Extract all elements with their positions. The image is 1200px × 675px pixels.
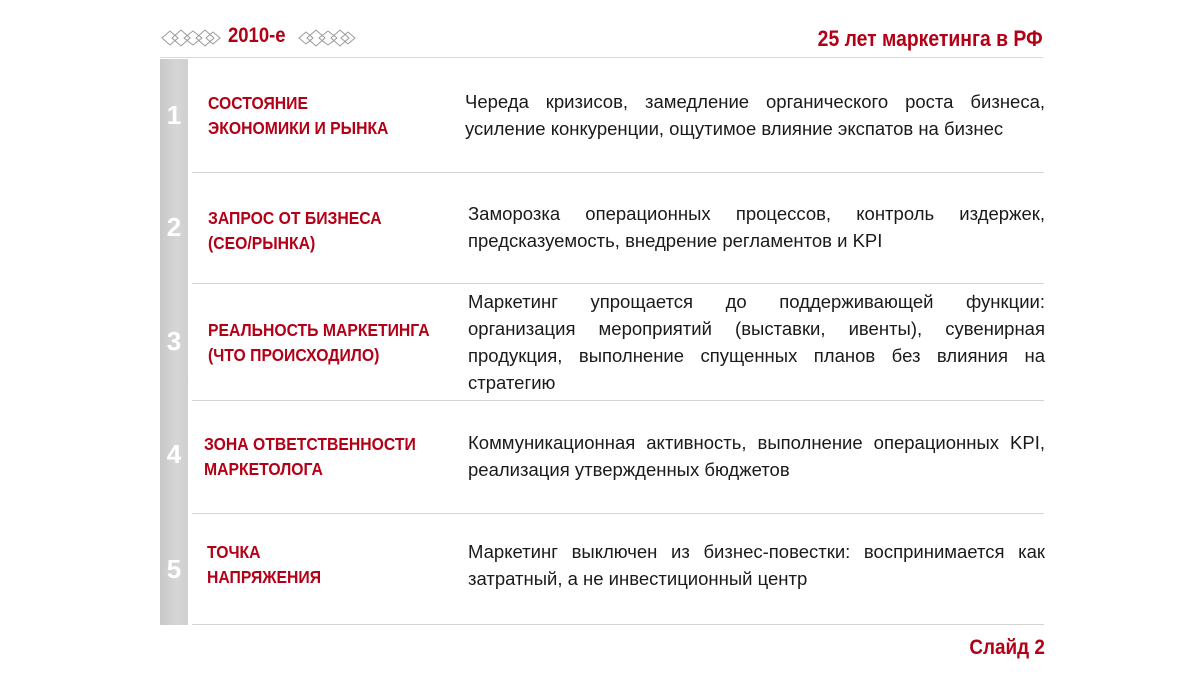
row-label [208,91,388,141]
row-label-line: МАРКЕТОЛОГА [204,459,323,479]
row-description: Заморозка операционных процессов, контроль издержек, предсказуемость, внедрение регламентов и KPI [468,203,1045,251]
diamond-ornament-left-icon [160,28,222,48]
row-number: 4 [166,439,182,469]
row-divider [192,400,1044,401]
row-number: 1 [166,100,182,130]
row-label [207,540,321,590]
decade-heading: 2010-е [228,24,286,47]
row-label [208,206,382,256]
row-label-line: НАПРЯЖЕНИЯ [207,567,322,587]
row-label-line: (ЧТО ПРОИСХОДИЛО) [208,345,380,365]
row-divider [192,283,1044,284]
row-description: Коммуникационная активность, выполнение операционных KPI, реализация утвержденных бюджетов [468,432,1045,480]
row-label [204,432,416,482]
row-label-line: ЗОНА ОТВЕТСТВЕННОСТИ [204,434,416,454]
row-label-line: РЕАЛЬНОСТЬ МАРКЕТИНГА [208,320,430,340]
row-number: 3 [166,326,182,356]
row-description: Маркетинг упрощается до поддерживающей функции: организация мероприятий (выставки, ивенты), сувенирная продукция, выполнение спущенных планов без влияния на стратегию [468,291,1045,393]
slide-number: Слайд 2 [969,636,1045,659]
row-label [208,318,430,368]
page-title: 25 лет маркетинга в РФ [818,26,1043,51]
row-label-line: СОСТОЯНИЕ [208,93,309,113]
row-label-line: (СЕО/РЫНКА) [208,233,316,253]
row-description: Маркетинг выключен из бизнес-повестки: воспринимается как затратный, а не инвестиционный центр [468,541,1045,589]
row-divider [192,624,1044,625]
diamond-ornament-right-icon [297,28,357,48]
row-label-line: ЭКОНОМИКИ И РЫНКА [208,118,389,138]
row-number: 2 [166,212,182,242]
row-number: 5 [166,554,182,584]
row-divider [192,172,1044,173]
row-label-line: ТОЧКА [207,542,261,562]
header-divider [160,57,1043,58]
row-label-line: ЗАПРОС ОТ БИЗНЕСА [208,208,382,228]
row-description: Череда кризисов, замедление органического роста бизнеса, усиление конкуренции, ощутимое влияние экспатов на бизнес [465,91,1045,139]
row-divider [192,513,1044,514]
